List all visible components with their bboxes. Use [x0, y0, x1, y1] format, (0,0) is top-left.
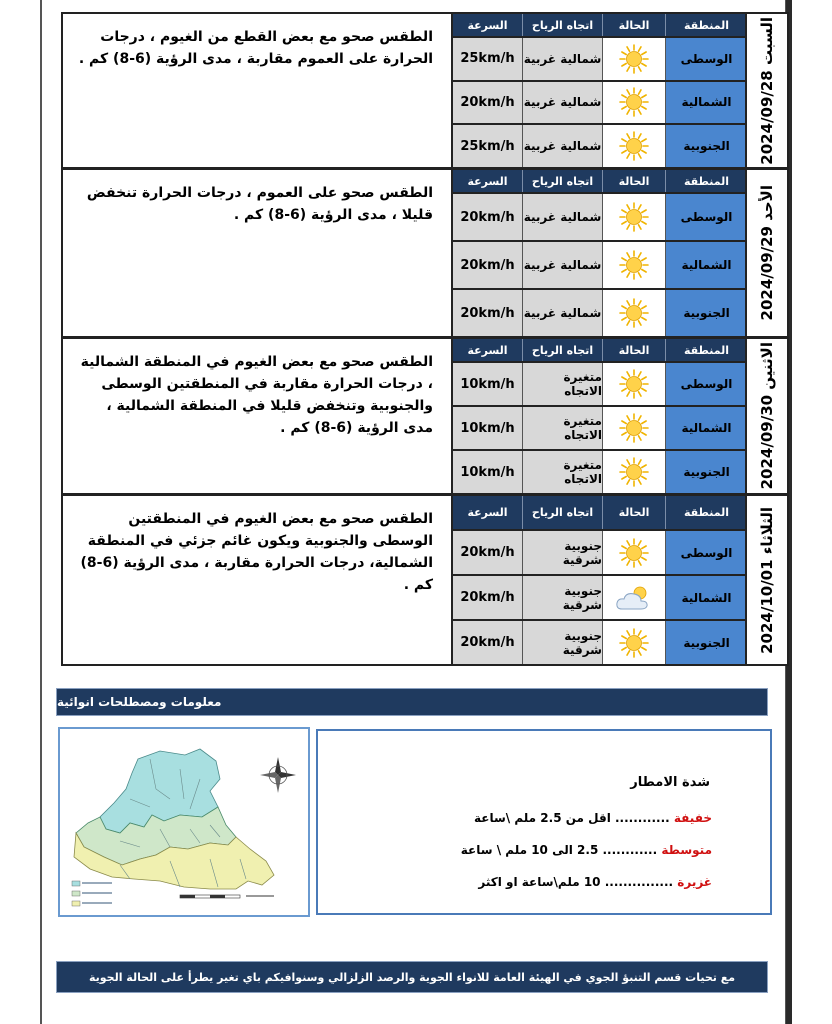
wind-direction: شمالية غربية — [523, 194, 603, 240]
day-block — [61, 337, 789, 495]
header-state: الحالة — [603, 496, 666, 529]
wind-speed: 10km/h — [453, 363, 523, 405]
weather-table — [453, 339, 747, 493]
footer-banner — [56, 961, 768, 993]
region-name: الشمالية — [666, 407, 747, 449]
header-speed: السرعة — [453, 496, 523, 529]
wind-speed: 20km/h — [453, 621, 523, 664]
day-description: الطقس صحو مع بعض القطع من الغيوم ، درجات الحرارة على العموم مقاربة ، مدى الرؤية (6-8) كم . — [63, 14, 453, 167]
wind-direction: متغيرة الاتجاه — [523, 451, 603, 493]
sun-icon — [619, 628, 649, 658]
table-row — [453, 240, 747, 288]
table-row — [453, 192, 747, 240]
table-row — [453, 449, 747, 493]
wind-direction: متغيرة الاتجاه — [523, 407, 603, 449]
weather-table — [453, 14, 747, 167]
weather-table — [453, 170, 747, 336]
weather-state — [603, 621, 666, 664]
weather-state — [603, 363, 666, 405]
sun-icon — [619, 44, 649, 74]
region-name: الوسطى — [666, 194, 747, 240]
weather-state — [603, 38, 666, 80]
wind-speed: 20km/h — [453, 290, 523, 336]
day-date-cell — [745, 496, 787, 664]
rain-heavy-label: غزيرة — [677, 875, 712, 889]
weather-state — [603, 576, 666, 619]
weather-state — [603, 125, 666, 167]
day-description: الطقس صحو مع بعض الغيوم في المنطقتين الوسطى والجنوبية ويكون غائم جزئي في المنطقة الشمالية، درجات الحرارة مقاربة ، مدى الرؤية (6-8) كم . — [63, 496, 453, 664]
day-block — [61, 168, 789, 338]
header-speed: السرعة — [453, 339, 523, 361]
table-row — [453, 123, 747, 167]
table-row — [453, 574, 747, 619]
region-name: الشمالية — [666, 576, 747, 619]
weather-state — [603, 242, 666, 288]
header-direction: اتجاه الرياح — [523, 339, 603, 361]
wind-direction: شمالية غربية — [523, 242, 603, 288]
table-row — [453, 80, 747, 124]
table-row — [453, 288, 747, 336]
table-row — [453, 361, 747, 405]
wind-speed: 10km/h — [453, 407, 523, 449]
wind-direction: متغيرة الاتجاه — [523, 363, 603, 405]
wind-speed: 25km/h — [453, 38, 523, 80]
table-header — [453, 170, 747, 192]
sun-icon — [619, 413, 649, 443]
header-state: الحالة — [603, 170, 666, 192]
wind-speed: 20km/h — [453, 242, 523, 288]
region-name: الوسطى — [666, 531, 747, 574]
sun-icon — [619, 369, 649, 399]
weather-table — [453, 496, 747, 664]
sun-icon — [619, 202, 649, 232]
wind-speed: 10km/h — [453, 451, 523, 493]
header-state: الحالة — [603, 339, 666, 361]
header-direction: اتجاه الرياح — [523, 170, 603, 192]
rain-light-label: خفيفة — [673, 811, 712, 825]
region-name: الشمالية — [666, 82, 747, 124]
map-legend — [72, 881, 112, 906]
rain-heavy-text: ............... 10 ملم\ساعة او اكثر — [478, 875, 674, 889]
compass-icon — [260, 757, 296, 793]
day-date-cell — [745, 14, 787, 167]
header-region: المنطقة — [683, 343, 730, 357]
rain-light-text: ............ اقل من 2.5 ملم \ساعة — [474, 811, 670, 825]
rain-intensity-box — [316, 729, 772, 915]
sun-icon — [619, 131, 649, 161]
wind-direction: شمالية غربية — [523, 125, 603, 167]
rain-light-row — [474, 811, 712, 825]
day-date: الاثنين 2024/09/30 — [758, 342, 776, 490]
day-description: الطقس صحو مع بعض الغيوم في المنطقة الشمالية ، درجات الحرارة مقاربة في المنطقتين الوسطى والجنوبية وتنخفض قليلا في المنطقة الشمالية ، مدى الرؤية (6-8) كم . — [63, 339, 453, 493]
weather-state — [603, 407, 666, 449]
map-svg — [60, 729, 308, 915]
info-banner — [56, 688, 768, 716]
sun-icon — [619, 87, 649, 117]
weather-state — [603, 194, 666, 240]
day-description: الطقس صحو على العموم ، درجات الحرارة تنخفض قليلا ، مدى الرؤية (6-8) كم . — [63, 170, 453, 336]
day-date: الأحد 2024/09/29 — [758, 185, 776, 321]
day-date-cell — [745, 339, 787, 493]
wind-direction: شمالية غربية — [523, 38, 603, 80]
header-direction: اتجاه الرياح — [523, 496, 603, 529]
region-name: الجنوبية — [666, 621, 747, 664]
footer-text: مع تحيات قسم التنبؤ الجوي في الهيئة العامة للانواء الجوية والرصد الزلزالي وسنوافيكم باي تغير يطرأ على الحالة الجوية — [88, 970, 736, 984]
sun-icon — [619, 538, 649, 568]
day-block — [61, 12, 789, 169]
header-region: المنطقة — [683, 174, 730, 188]
table-row — [453, 529, 747, 574]
scale-bar — [180, 895, 274, 898]
rain-title: شدة الامطار — [630, 775, 710, 790]
rain-heavy-row — [478, 875, 712, 889]
rain-moderate-row — [461, 843, 712, 857]
day-date-cell — [745, 170, 787, 336]
header-speed: السرعة — [453, 14, 523, 36]
region-name: الشمالية — [666, 242, 747, 288]
region-name: الجنوبية — [666, 125, 747, 167]
wind-direction: جنوبية شرقية — [523, 576, 603, 619]
day-date: الثلاثاء 2024/10/01 — [758, 506, 776, 654]
table-header — [453, 339, 747, 361]
rain-moderate-text: ............ 2.5 الى 10 ملم \ ساعة — [460, 843, 658, 857]
header-direction: اتجاه الرياح — [523, 14, 603, 36]
table-row — [453, 36, 747, 80]
table-row — [453, 619, 747, 664]
wind-speed: 20km/h — [453, 531, 523, 574]
header-region: المنطقة — [683, 18, 730, 32]
wind-direction: شمالية غربية — [523, 82, 603, 124]
rain-moderate-label: متوسطة — [661, 843, 712, 857]
table-row — [453, 405, 747, 449]
wind-direction: شمالية غربية — [523, 290, 603, 336]
sun-icon — [619, 298, 649, 328]
wind-speed: 20km/h — [453, 82, 523, 124]
weather-state — [603, 82, 666, 124]
wind-direction: جنوبية شرقية — [523, 531, 603, 574]
header-state: الحالة — [603, 14, 666, 36]
region-name: الجنوبية — [666, 451, 747, 493]
partly-cloudy-icon — [614, 583, 654, 613]
region-name: الوسطى — [666, 363, 747, 405]
table-header — [453, 496, 747, 529]
header-speed: السرعة — [453, 170, 523, 192]
wind-direction: جنوبية شرقية — [523, 621, 603, 664]
weather-state — [603, 290, 666, 336]
day-block — [61, 494, 789, 666]
wind-speed: 20km/h — [453, 576, 523, 619]
sun-icon — [619, 457, 649, 487]
iraq-region-map — [58, 727, 310, 917]
weather-state — [603, 531, 666, 574]
table-header — [453, 14, 747, 36]
info-banner-title: معلومات ومصطلحات انوائية — [57, 695, 222, 709]
header-region: المنطقة — [683, 506, 730, 519]
weather-state — [603, 451, 666, 493]
region-name: الجنوبية — [666, 290, 747, 336]
sun-icon — [619, 250, 649, 280]
day-date: السبت 2024/09/28 — [758, 16, 776, 165]
region-name: الوسطى — [666, 38, 747, 80]
wind-speed: 25km/h — [453, 125, 523, 167]
wind-speed: 20km/h — [453, 194, 523, 240]
